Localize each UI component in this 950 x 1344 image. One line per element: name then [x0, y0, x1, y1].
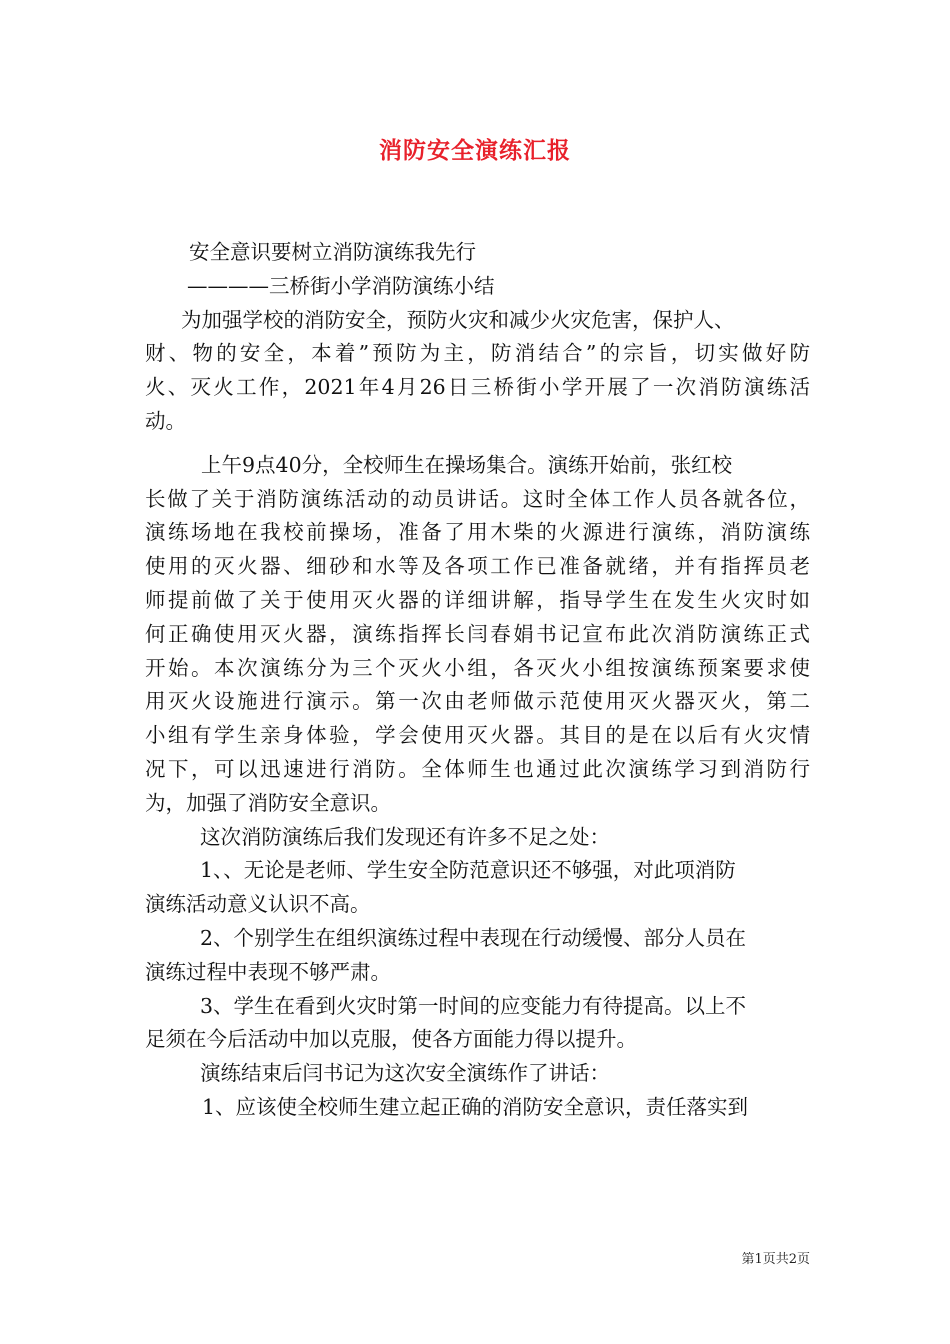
page-number: 第1页共2页: [741, 1252, 810, 1267]
paragraph-line: 何正确使用灭火器，演练指挥长闫春娟书记宣布此次消防演练正式: [145, 621, 810, 646]
paragraph-line: 动。: [145, 408, 186, 433]
list-item-line: 足须在今后活动中加以克服，使各方面能力得以提升。: [145, 1027, 637, 1052]
paragraph-line: 用灭火设施进行演示。第一次由老师做示范使用灭火器灭火，第二: [145, 689, 810, 714]
paragraph-line: 这次消防演练后我们发现还有许多不足之处：: [200, 824, 610, 849]
paragraph-line: 师提前做了关于使用灭火器的详细讲解，指导学生在发生火灾时如: [145, 587, 810, 612]
list-item-line: 1、、无论是老师、学生安全防范意识还不够强，对此项消防: [200, 858, 736, 883]
list-item-line: 演练活动意义认识不高。: [145, 892, 371, 917]
paragraph-line: 长做了关于消防演练活动的动员讲话。这时全体工作人员各就各位，: [145, 486, 810, 511]
subtitle-line: 安全意识要树立消防演练我先行: [189, 240, 476, 264]
list-item-line: 演练过程中表现不够严肃。: [145, 959, 391, 984]
paragraph-line: 财、物的安全，本着”预防为主，防消结合”的宗旨，切实做好防: [145, 341, 810, 366]
paragraph-line: 上午9点40分，全校师生在操场集合。演练开始前，张红校: [201, 452, 733, 477]
paragraph-line: 为加强学校的消防安全，预防火灾和减少火灾危害，保护人、: [181, 307, 735, 332]
paragraph-line: 为，加强了消防安全意识。: [145, 790, 391, 815]
list-item-line: 1、应该使全校师生建立起正确的消防安全意识，责任落实到: [202, 1094, 749, 1119]
document-title: 消防安全演练汇报: [379, 137, 571, 164]
paragraph-line: 演练结束后闫书记为这次安全演练作了讲话：: [200, 1061, 610, 1086]
list-item-line: 2、个别学生在组织演练过程中表现在行动缓慢、部分人员在: [200, 925, 747, 950]
paragraph-line: 使用的灭火器、细砂和水等及各项工作已准备就绪，并有指挥员老: [145, 554, 810, 579]
subtitle-sub-line: ————三桥街小学消防演练小结: [187, 273, 495, 298]
paragraph-line: 演练场地在我校前操场，准备了用木柴的火源进行演练，消防演练: [145, 520, 810, 545]
paragraph-line: 小组有学生亲身体验，学会使用灭火器。其目的是在以后有火灾情: [145, 723, 810, 748]
paragraph-line: 火、灭火工作，2021年4月26日三桥街小学开展了一次消防演练活: [145, 375, 810, 400]
list-item-line: 3、学生在看到火灾时第一时间的应变能力有待提高。以上不: [200, 993, 747, 1018]
paragraph-line: 开始。本次演练分为三个灭火小组，各灭火小组按演练预案要求使: [145, 655, 810, 680]
paragraph-line: 况下，可以迅速进行消防。全体师生也通过此次演练学习到消防行: [145, 756, 810, 781]
document-body: [145, 236, 810, 1125]
